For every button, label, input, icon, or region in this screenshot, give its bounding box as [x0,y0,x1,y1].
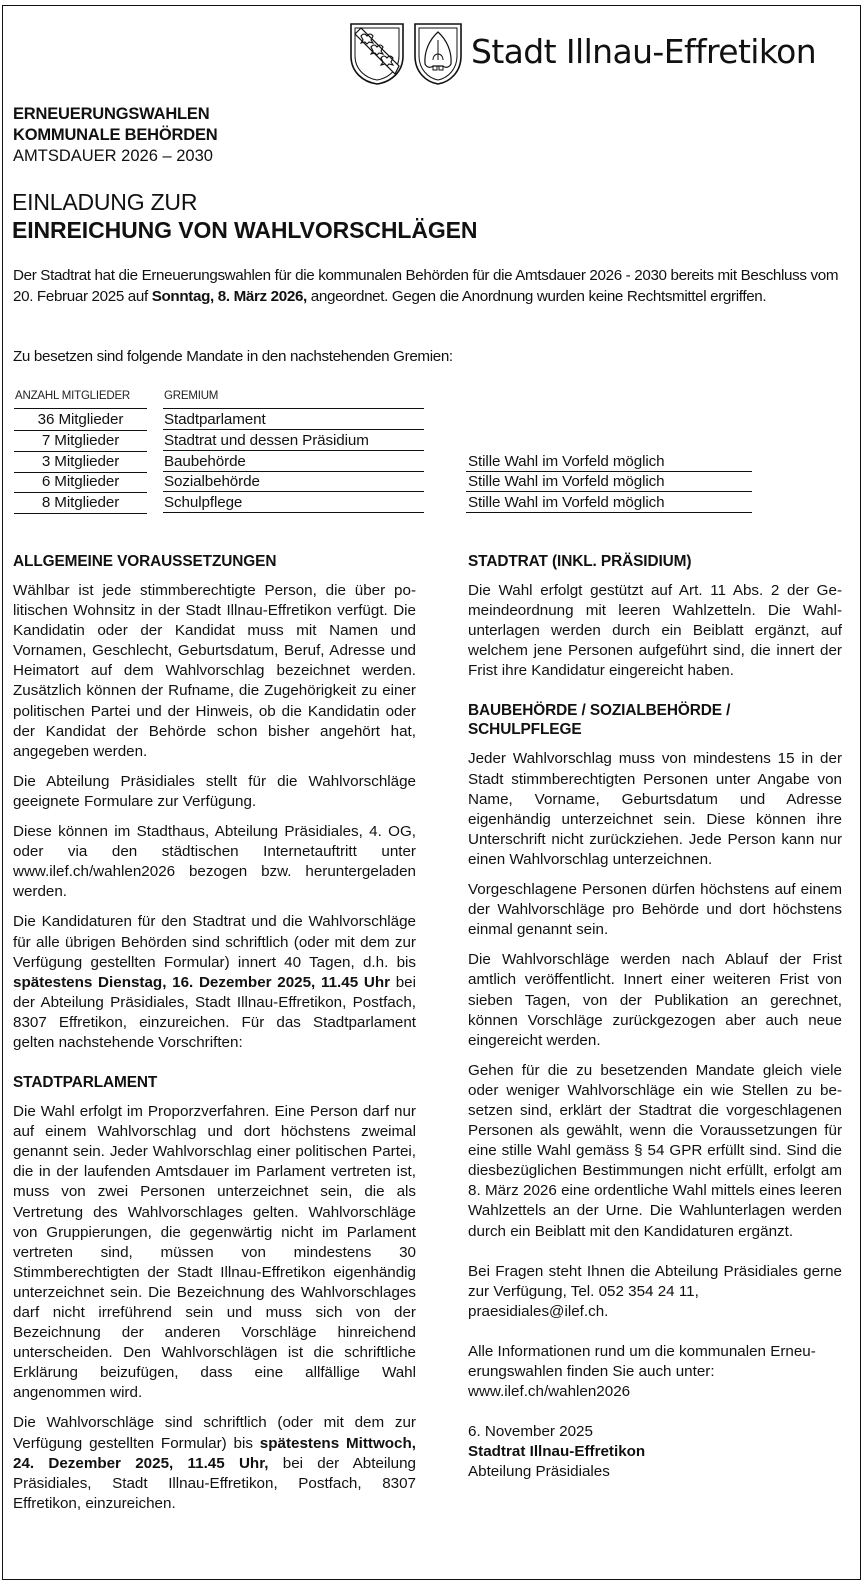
contact-email-link[interactable]: praesidiales@ilef.ch. [468,1302,609,1320]
authorities-paragraph-1: Jeder Wahlvorschlag muss von mindestens 15 in der Stadt stimmberechtigten Personen unter Angabe von Name, Vorname, Geburtsdatum und Adresse eigenhändig unterzeichnet sein. Diese können ihre Unterschrift nicht zurückziehen. Jede Person kann nur einen Wahlvorschlag unterzeichnen. [468,750,842,868]
right-column [468,552,842,1482]
header-logo [349,21,816,87]
contact-paragraph: Bei Fragen steht Ihnen die Abteilung Präsidiales gerne zur Verfügung, Tel. 052 354 24 11, praesidiales@ilef.ch. [468,1262,842,1320]
table-cell-members: 3 Mitglieder [14,452,147,473]
info-url-link[interactable]: www.ilef.ch/wahlen2026 [468,1383,631,1401]
table-header-members: ANZAHL MITGLIEDER [15,390,131,402]
page-title: EINREICHUNG VON WAHLVORSCHLÄGEN [12,217,478,243]
parliament-paragraph-2: Die Wahlvorschläge sind schriftlich (oder mit dem zur Verfügung gestellten Formular) bis spätestens Mittwoch, 24. Dezember 2025, 11.45 Uhr, bei der Abteilung Präsidiales, Stadt Illnau-Effretikon, Postfach, 8307 Effretikon, einzureichen. [13,1414,416,1512]
info-paragraph: Alle Informationen rund um die kommunalen Erneuerungswahlen finden Sie auch unter: www.ilef.ch/wahlen2026 [468,1342,816,1401]
table-header-rule [14,408,147,409]
signature-date: 6. November 2025 [468,1423,593,1441]
intro-mandates-text: Zu besetzen sind folgende Mandate in den nachstehenden Gremien: [13,348,453,365]
table-cell-members: 36 Mitglieder [14,410,147,431]
illnau-coat-of-arms-icon [349,22,405,86]
authorities-paragraph-2: Vorgeschlagene Personen dürfen höchstens auf einem der Wahlvorschläge pro Behörde und dort höchstens einmal genannt sein. [468,881,842,939]
general-paragraph-1: Wählbar ist jede stimmberechtigte Person, die über politischen Wohnsitz in der Stadt Illnau-Effretikon verfügt. Die Kandidatin oder der Kandidat muss mit Namen und Vornamen, Geschlecht, Geburtsdatum, Beruf, Adresse und Heimatort auf dem Wahlvorschlag bezeichnet werden. Zusätzlich können der Rufname, die Zugehörigkeit zu einer politischen Partei und der Hinweis, ob die Kandidatin oder der Kandidat der Behörde schon bisher angehört hat, angegeben werden. [13,582,416,760]
section-heading-authorities: BAUBEHÖRDE / SOZIALBEHÖRDE / SCHULPFLEGE [468,702,731,739]
intro-paragraph: Der Stadtrat hat die Erneuerungswahlen für die kommunalen Behörden für die Amtsdauer 2026 - 2030 bereits mit Beschluss vom 20. Februar 2025 auf Sonntag, 8. März 2026, angeordnet. Gegen die Anordnung wurden keine Rechtsmittel ergriffen. [13,267,839,305]
table-cell-body: Baubehörde [163,452,424,472]
table-header-rule [163,408,424,409]
authorities-paragraph-3: Die Wahlvorschläge werden nach Ablauf der Frist amtlich veröffentlicht. Innert einer weiteren Frist von sieben Tagen, von der Publikation an gerechnet, können Vorschläge zurückgezogen aber auch neue eingereicht werden. [468,951,842,1049]
table-cell-body: Schulpflege [163,493,424,513]
general-paragraph-2: Die Abteilung Präsidiales stellt für die Wahlvorschläge geeignete Formulare zur Verfügung. [13,772,416,810]
table-cell-note: Stille Wahl im Vorfeld möglich [466,472,752,492]
table-cell-members: 6 Mitglieder [14,472,147,493]
section-heading-council: STADTRAT (INKL. PRÄSIDIUM) [468,553,692,570]
table-cell-note: Stille Wahl im Vorfeld möglich [466,493,752,513]
general-paragraph-3: Diese können im Stadthaus, Abteilung Präsidiales, 4. OG, oder via den städtischen Internetauftritt unter www.ilef.ch/wahlen2026 bezogen bzw. heruntergeladen werden. [13,823,416,901]
table-header-body: GREMIUM [164,390,219,402]
table-cell-body: Sozialbehörde [163,472,424,492]
signature-block [468,1422,842,1482]
general-paragraph-4: Die Kandidaturen für den Stadtrat und die Wahlvorschläge für alle übrigen Behörden sind schriftlich (oder mit dem zur Verfügung gestellten Formular) innert 40 Tagen, d.h. bis spätestens Dienstag, 16. Dezember 2025, 11.45 Uhr bei der Abteilung Präsidiales, Stadt Illnau-Effretikon, Postfach, 8307 Effretikon, einzureichen. Für das Stadtparlament gelten nachstehende Vorschriften: [13,913,416,1051]
table-cell-members: 8 Mitglieder [14,493,147,514]
left-column [13,552,416,1524]
table-cell-body: Stadtrat und dessen Präsidium [163,431,424,451]
council-paragraph-1: Die Wahl erfolgt gestützt auf Art. 11 Abs. 2 der Gemeindeordnung mit leeren Wahlzetteln. Die Wahlunterlagen werden durch ein Beiblatt ergänzt, auf welchem jene Personen aufgeführt sind, die innert der Frist ihre Kandidatur eingereicht haben. [468,582,842,680]
title-line-1: ERNEUERUNGSWAHLEN [13,105,210,123]
title-light: EINLADUNG ZUR [12,189,198,215]
table-cell-body: Stadtparlament [163,410,424,430]
effretikon-coat-of-arms-icon [413,22,463,86]
signature-department: Abteilung Präsidiales [468,1463,610,1481]
section-heading-general: ALLGEMEINE VORAUSSETZUNGEN [13,553,277,570]
signature-issuer: Stadtrat Illnau-Effretikon [468,1443,646,1461]
title-line-3: AMTSDAUER 2026 – 2030 [13,147,213,165]
parliament-paragraph-1: Die Wahl erfolgt im Proporzverfahren. Eine Person darf nur auf einem Wahlvorschlag und dort höchstens zweimal genannt sein. Jeder Wahlvorschlag einer politischen Partei, die in der laufenden Amtsdauer im Parlament vertreten ist, muss von zwei Personen unterzeichnet sein, die als Vertretung des Wahlvorschlages gelten. Wahlvorschläge von Gruppierungen, die gegenwärtig nicht im Parlament vertreten sind, müssen von mindestens 30 Stimmberechtigten der Stadt Illnau-Effretikon eigenhändig unterzeichnet sein. Die Bezeichnung des Wahlvorschlages darf nicht irreführend sein und muss sich von der Bezeichnung der anderen Vorschläge hinreichend unterscheiden. Den Wahlvorschlägen ist die schriftliche Erklärung beizufügen, dass eine allfällige Wahl angenommen wird. [13,1103,416,1402]
authorities-paragraph-4: Gehen für die zu besetzenden Mandate gleich viele oder weniger Wahlvorschläge ein wie Stellen zu besetzen sind, erklärt der Stadtrat die vorgeschlagenen Personen als gewählt, wenn die Voraussetzungen für eine stille Wahl gemäss § 54 GPR erfüllt sind. Sind die diesbezüglichen Bestimmungen nicht erfüllt, erfolgt am 8. März 2026 eine ordentliche Wahl mittels eines leeren Wahlzettels an der Urne. Die Wahlunterlagen werden durch ein Beiblatt mit den Kandidaturen ergänzt. [468,1061,842,1240]
org-name: Stadt Illnau-Effretikon [471,31,817,71]
table-cell-members: 7 Mitglieder [14,431,147,452]
section-heading-parliament: STADTPARLAMENT [13,1074,158,1092]
table-cell-note: Stille Wahl im Vorfeld möglich [466,452,752,472]
title-line-2: KOMMUNALE BEHÖRDEN [13,126,218,144]
